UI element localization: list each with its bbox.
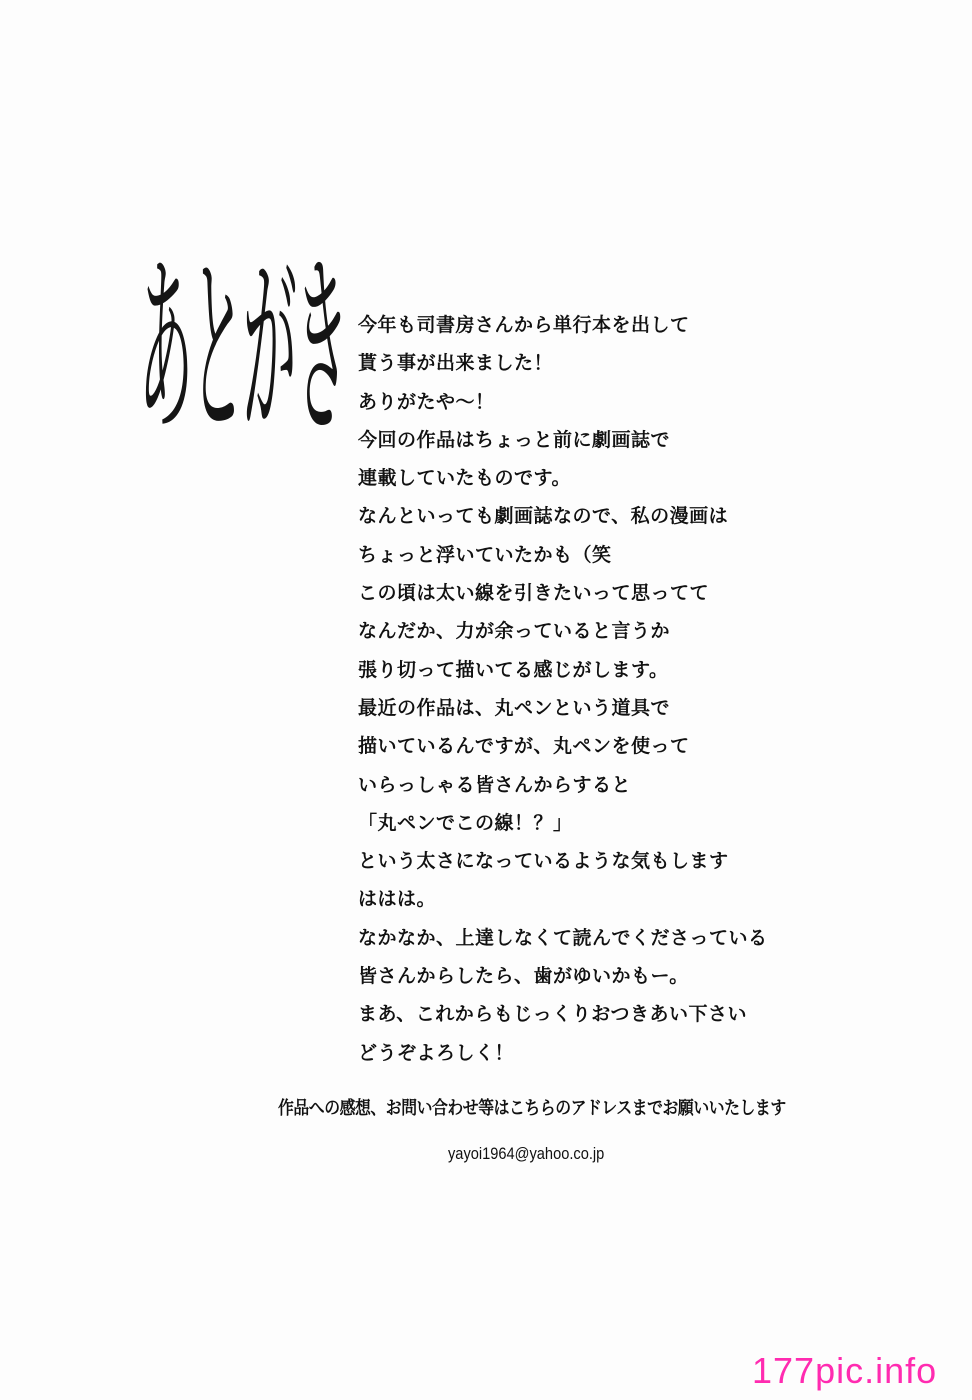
body-line: なんだか、力が余っていると言うか bbox=[358, 620, 671, 643]
body-line: いらっしゃる皆さんからすると bbox=[358, 773, 632, 796]
body-line: まあ、これからもじっくりおつきあい下さい bbox=[358, 1003, 748, 1026]
body-line: 張り切って描いてる感じがします。 bbox=[358, 658, 669, 681]
body-line: 皆さんからしたら、歯がゆいかもー。 bbox=[358, 965, 689, 988]
body-line: 最近の作品は、丸ペンという道具で bbox=[358, 696, 671, 719]
contact-email[interactable]: yayoi1964@yahoo.co.jp bbox=[448, 1144, 605, 1163]
body-line: 「丸ペンでこの線！？」 bbox=[358, 811, 573, 834]
body-line: 連載していたものです。 bbox=[358, 467, 571, 490]
body-line: ありがたや～！ bbox=[358, 390, 495, 413]
body-line: 今年も司書房さんから単行本を出して bbox=[358, 314, 690, 336]
contact-note: 作品への感想、お問い合わせ等はこちらのアドレスまでお願いいたします bbox=[278, 1098, 786, 1119]
body-line: どうぞよろしく！ bbox=[358, 1041, 515, 1064]
body-line: 今回の作品はちょっと前に劇画誌で bbox=[358, 428, 671, 451]
body-line: 描いているんですが、丸ペンを使って bbox=[358, 735, 690, 758]
afterword-body bbox=[358, 306, 828, 1072]
body-line: この頃は太い線を引きたいって思ってて bbox=[358, 582, 710, 605]
body-line: なかなか、上達しなくて読んでくださっている bbox=[358, 926, 768, 949]
body-line: ははは。 bbox=[358, 888, 437, 911]
body-line: ちょっと浮いていたかも（笑 bbox=[358, 543, 612, 566]
afterword-title: あとがき bbox=[139, 235, 347, 463]
body-line: なんといっても劇画誌なので、私の漫画は bbox=[358, 505, 729, 528]
body-line: という太さになっているような気もします bbox=[358, 850, 729, 873]
body-line: 貰う事が出来ました！ bbox=[358, 352, 554, 375]
site-watermark: 177pic.info bbox=[752, 1350, 938, 1391]
